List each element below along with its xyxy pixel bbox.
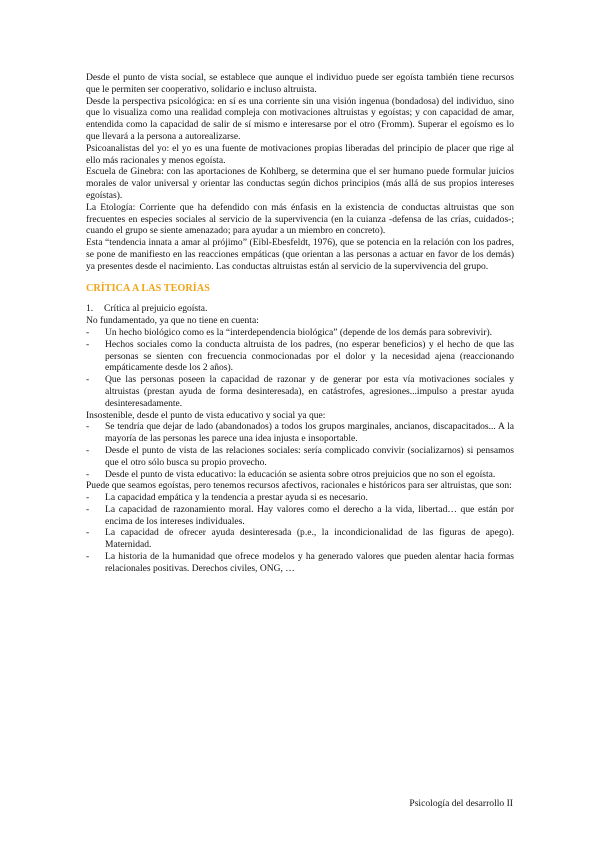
list-item-text: Desde el punto de vista de las relaciones sociales: sería complicado convivir (socializarnos) si pensamos que el otro sólo busca su propio provecho.: [105, 444, 514, 468]
list-item-text: Que las personas poseen la capacidad de razonar y de generar por esta vía motivaciones sociales y altruistas (prestan ayuda de forma desinteresada), en catástrofes, agresiones...impulso a prestar ayuda desinteresadamente.: [105, 374, 514, 409]
dash-marker: -: [86, 444, 90, 456]
list-item: [86, 421, 514, 445]
list-item-text: La capacidad empática y la tendencia a prestar ayuda si es necesario.: [105, 492, 368, 504]
paragraph-psychological: Desde la perspectiva psicológica: en sí es una corriente sin una visión ingenua (bondadosa) del individuo, sino que lo visualiza como una realidad compleja con motivaciones altruistas y egoístas; y con capacidad de amar, entendida como la capacidad de salir de sí mismo e interesarse por el otro (Fromm). Superar el egoísmo es lo que llevará a la persona a autorealizarse.: [86, 95, 514, 142]
section-heading: CRÍTICA A LAS TEORÍAS: [86, 282, 210, 294]
list-item: [86, 492, 514, 504]
list-unsustainable: [86, 421, 514, 480]
list-item: [86, 445, 514, 469]
paragraph-ethology: La Etología: Corriente que ha defendido con más énfasis en la existencia de conductas altruistas que son frecuentes en especies sociales al servicio de la supervivencia (en la cuianza -defensa de las crías, cuidados-; cuando el grupo se siente amenazado; para ayudar a un miembro en concreto).: [86, 201, 514, 237]
list-item-text: Se tendría que dejar de lado (abandonados) a todos los grupos marginales, ancianos, discapacitados... A la mayoría de las personas les parece una idea injusta e insoportable.: [105, 421, 514, 445]
list-item-text: Un hecho biológico como es la “interdependencia biológica” (depende de los demás para sobrevivir).: [105, 326, 493, 338]
list-item-text: Desde el punto de vista educativo: la educación se asienta sobre otros prejuicios que no son el egoísta.: [105, 468, 496, 480]
paragraph-geneva: Escuela de Ginebra: con las aportaciones de Kohlberg, se determina que el ser humano puede formular juicios morales de valor universal y orientar las conductas según dichos principios (más allá de sus propios intereses egoístas).: [86, 166, 514, 201]
numbered-item-text: Crítica al prejuicio egoísta.: [104, 303, 208, 315]
dash-marker: -: [86, 338, 90, 350]
list-not-founded: [86, 327, 514, 410]
dash-marker: -: [86, 421, 90, 433]
list-item: [86, 469, 514, 481]
numbered-item: [86, 303, 514, 315]
list-item-text: La capacidad de razonamiento moral. Hay valores como el derecho a la vida, libertad… que están por encima de los intereses individuales.: [105, 503, 514, 527]
list-item: [86, 374, 514, 409]
list-item-text: La historia de la humanidad que ofrece modelos y ha generado valores que pueden alentar hacia formas relacionales positivas. Derechos civiles, ONG, …: [105, 551, 514, 574]
page-footer: Psicología del desarrollo II: [409, 798, 513, 809]
list-item: [86, 504, 514, 528]
paragraph-innate-tendency: Esta “tendencia innata a amar al prójimo” (Eibl-Ebesfeldt, 1976), que se potencia en la relación con los padres, se pone de manifiesto en las reacciones empáticas (que orientan a las personas a actuar en favor de los demás) ya presentes desde el nacimiento. Las conductas altruistas están al servicio de la supervivencia del grupo.: [86, 237, 514, 272]
list-item-text: La capacidad de ofrecer ayuda desinteresada (p.e., la incondicionalidad de las figuras de apego). Maternidad.: [105, 527, 514, 551]
dash-marker: -: [86, 492, 90, 504]
dash-marker: -: [86, 527, 90, 539]
paragraph-psychoanalysts: Psicoanalistas del yo: el yo es una fuente de motivaciones propias liberadas del principio de placer que rige al ello más racionales y menos egoísta.: [86, 142, 514, 166]
intro-resources: Puede que seamos egoístas, pero tenemos recursos afectivos, racionales e históricos para ser altruistas, que son:: [86, 480, 512, 492]
number-marker: 1.: [86, 303, 94, 315]
list-item: [86, 551, 514, 575]
intro-not-founded: No fundamentado, ya que no tiene en cuenta:: [86, 315, 259, 327]
dash-marker: -: [86, 551, 90, 563]
list-item: [86, 327, 514, 339]
dash-marker: -: [86, 503, 90, 515]
list-resources: [86, 492, 514, 575]
paragraph-social: Desde el punto de vista social, se establece que aunque el individuo puede ser egoísta también tiene recursos que le permiten ser cooperativo, solidario e incluso altruista.: [86, 72, 514, 95]
list-item: [86, 527, 514, 551]
dash-marker: -: [86, 326, 90, 338]
document-body: [86, 72, 514, 575]
intro-unsustainable: Insostenible, desde el punto de vista educativo y social ya que:: [86, 409, 326, 421]
list-item-text: Hechos sociales como la conducta altruista de los padres, (no esperar beneficios) y el hecho de que las personas se sienten con frecuencia conmocionadas por el dolor y la necesidad ajena (reaccionando empáticamente desde los 2 años).: [105, 338, 514, 374]
dash-marker: -: [86, 374, 90, 386]
list-item: [86, 339, 514, 374]
dash-marker: -: [86, 468, 90, 480]
